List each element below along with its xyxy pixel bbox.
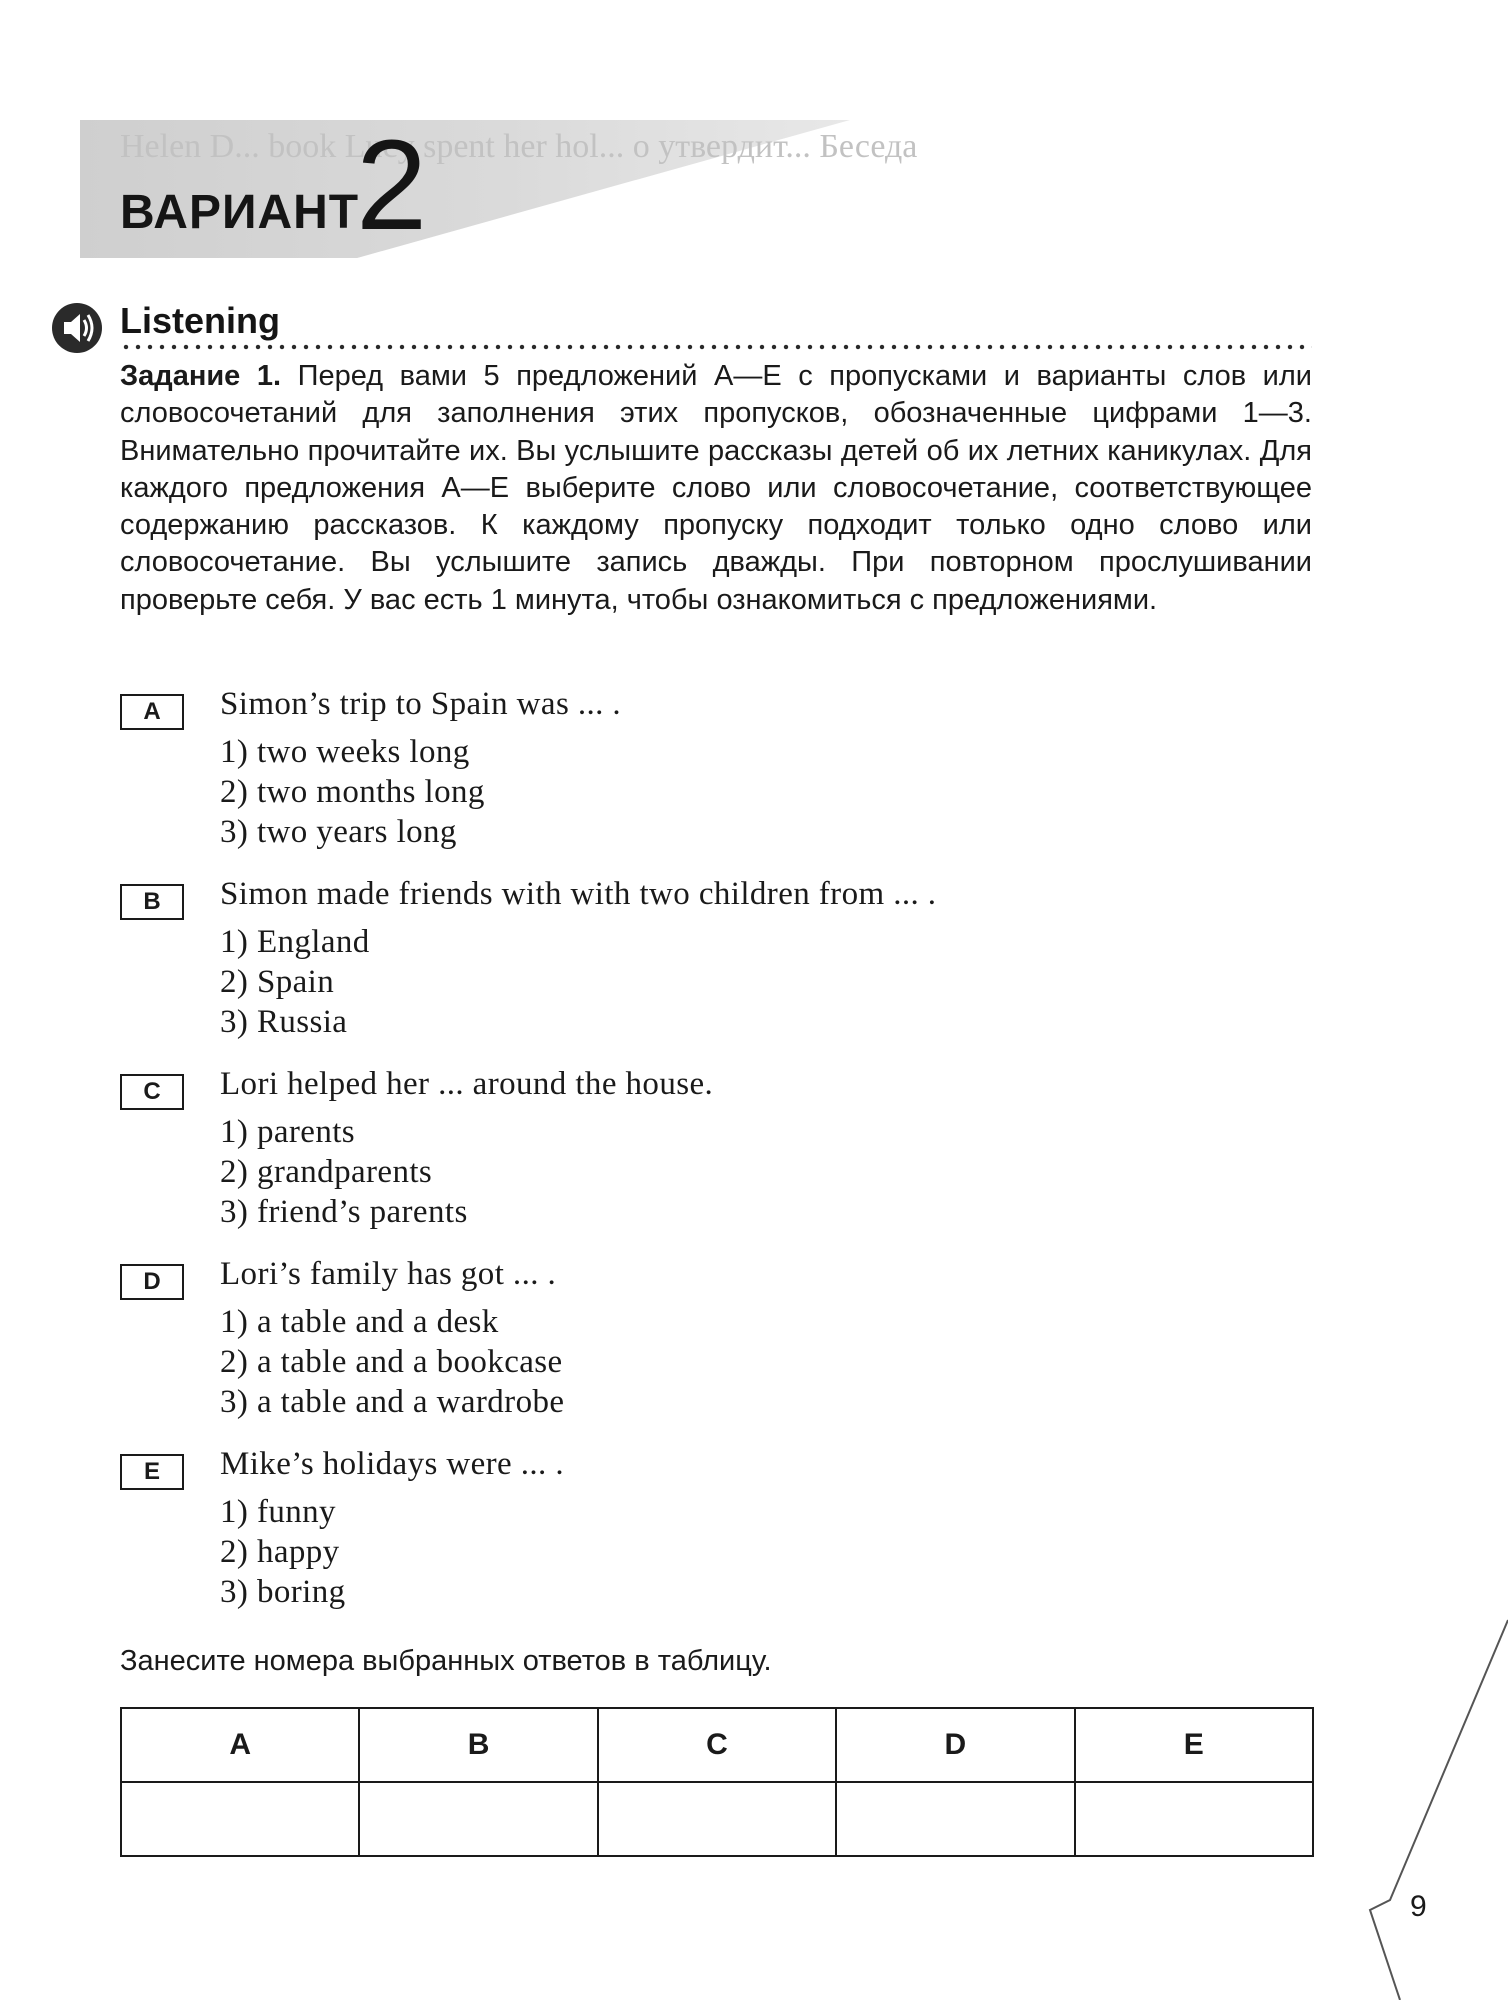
answer-header-d: D [836, 1708, 1074, 1782]
task-text: Перед вами 5 предложений А—Е с пропусками и варианты слов или словосочетаний для заполнения этих пропусков, обозначенные цифрами 1—3. Внимательно прочитайте их. Вы услышите рассказы детей об их летних каникулах. Для каждого предложения А—Е выберите слово или словосочетание, соответствующее содержанию рассказов. К каждому пропуску подходит только одно слово или словосочетание. Вы услышите запись дважды. При повторном прослушивании проверьте себя. У вас есть 1 минута, чтобы ознакомиться с предложениями. [120, 360, 1312, 616]
answer-option: 1) parents [220, 1114, 356, 1150]
answer-option: 2) two months long [220, 774, 485, 810]
answer-option: 2) Spain [220, 964, 335, 1000]
question-letter-box: A [120, 694, 184, 730]
answer-header-e: E [1075, 1708, 1313, 1782]
answer-header-c: C [598, 1708, 836, 1782]
question-letter-box: E [120, 1454, 184, 1490]
answer-cell-c[interactable] [598, 1782, 836, 1856]
task-label: Задание 1. [120, 360, 282, 392]
answer-option: 2) a table and a bookcase [220, 1344, 563, 1380]
answer-cell-b[interactable] [359, 1782, 597, 1856]
variant-number: 2 [356, 114, 428, 257]
answer-table [120, 1707, 1314, 1857]
answer-option: 1) two weeks long [220, 734, 470, 770]
answer-header-a: A [121, 1708, 359, 1782]
answer-option: 1) England [220, 924, 370, 960]
page-corner-marker [1370, 1600, 1508, 2000]
question-letter-box: C [120, 1074, 184, 1110]
answer-option: 3) two years long [220, 814, 457, 850]
answer-cell-e[interactable] [1075, 1782, 1313, 1856]
question-stem: Simon made friends with with two children from ... . [220, 876, 937, 912]
variant-label: ВАРИАНТ [120, 186, 360, 239]
section-title: Listening [120, 300, 280, 341]
answer-option: 3) a table and a wardrobe [220, 1384, 565, 1420]
answer-header-b: B [359, 1708, 597, 1782]
speaker-icon [50, 301, 104, 355]
answer-option: 1) funny [220, 1494, 336, 1530]
answer-option: 3) Russia [220, 1004, 348, 1040]
question-stem: Simon’s trip to Spain was ... . [220, 686, 622, 722]
question-stem: Mike’s holidays were ... . [220, 1446, 565, 1482]
page-number: 9 [1410, 1890, 1427, 1923]
question-stem: Lori’s family has got ... . [220, 1256, 557, 1292]
task-instructions [120, 358, 1312, 619]
answer-cell-a[interactable] [121, 1782, 359, 1856]
banner-bleed-text: Helen D... book Lucy spent her hol... о утвердит... Беседа [120, 128, 918, 165]
answer-option: 2) grandparents [220, 1154, 433, 1190]
dotted-divider [120, 344, 1312, 350]
table-prompt: Занесите номера выбранных ответов в таблицу. [120, 1645, 772, 1677]
answer-option: 3) boring [220, 1574, 346, 1610]
question-letter-box: D [120, 1264, 184, 1300]
question-letter-box: B [120, 884, 184, 920]
question-stem: Lori helped her ... around the house. [220, 1066, 714, 1102]
answer-cell-d[interactable] [836, 1782, 1074, 1856]
answer-option: 1) a table and a desk [220, 1304, 499, 1340]
answer-option: 3) friend’s parents [220, 1194, 468, 1230]
answer-option: 2) happy [220, 1534, 340, 1570]
